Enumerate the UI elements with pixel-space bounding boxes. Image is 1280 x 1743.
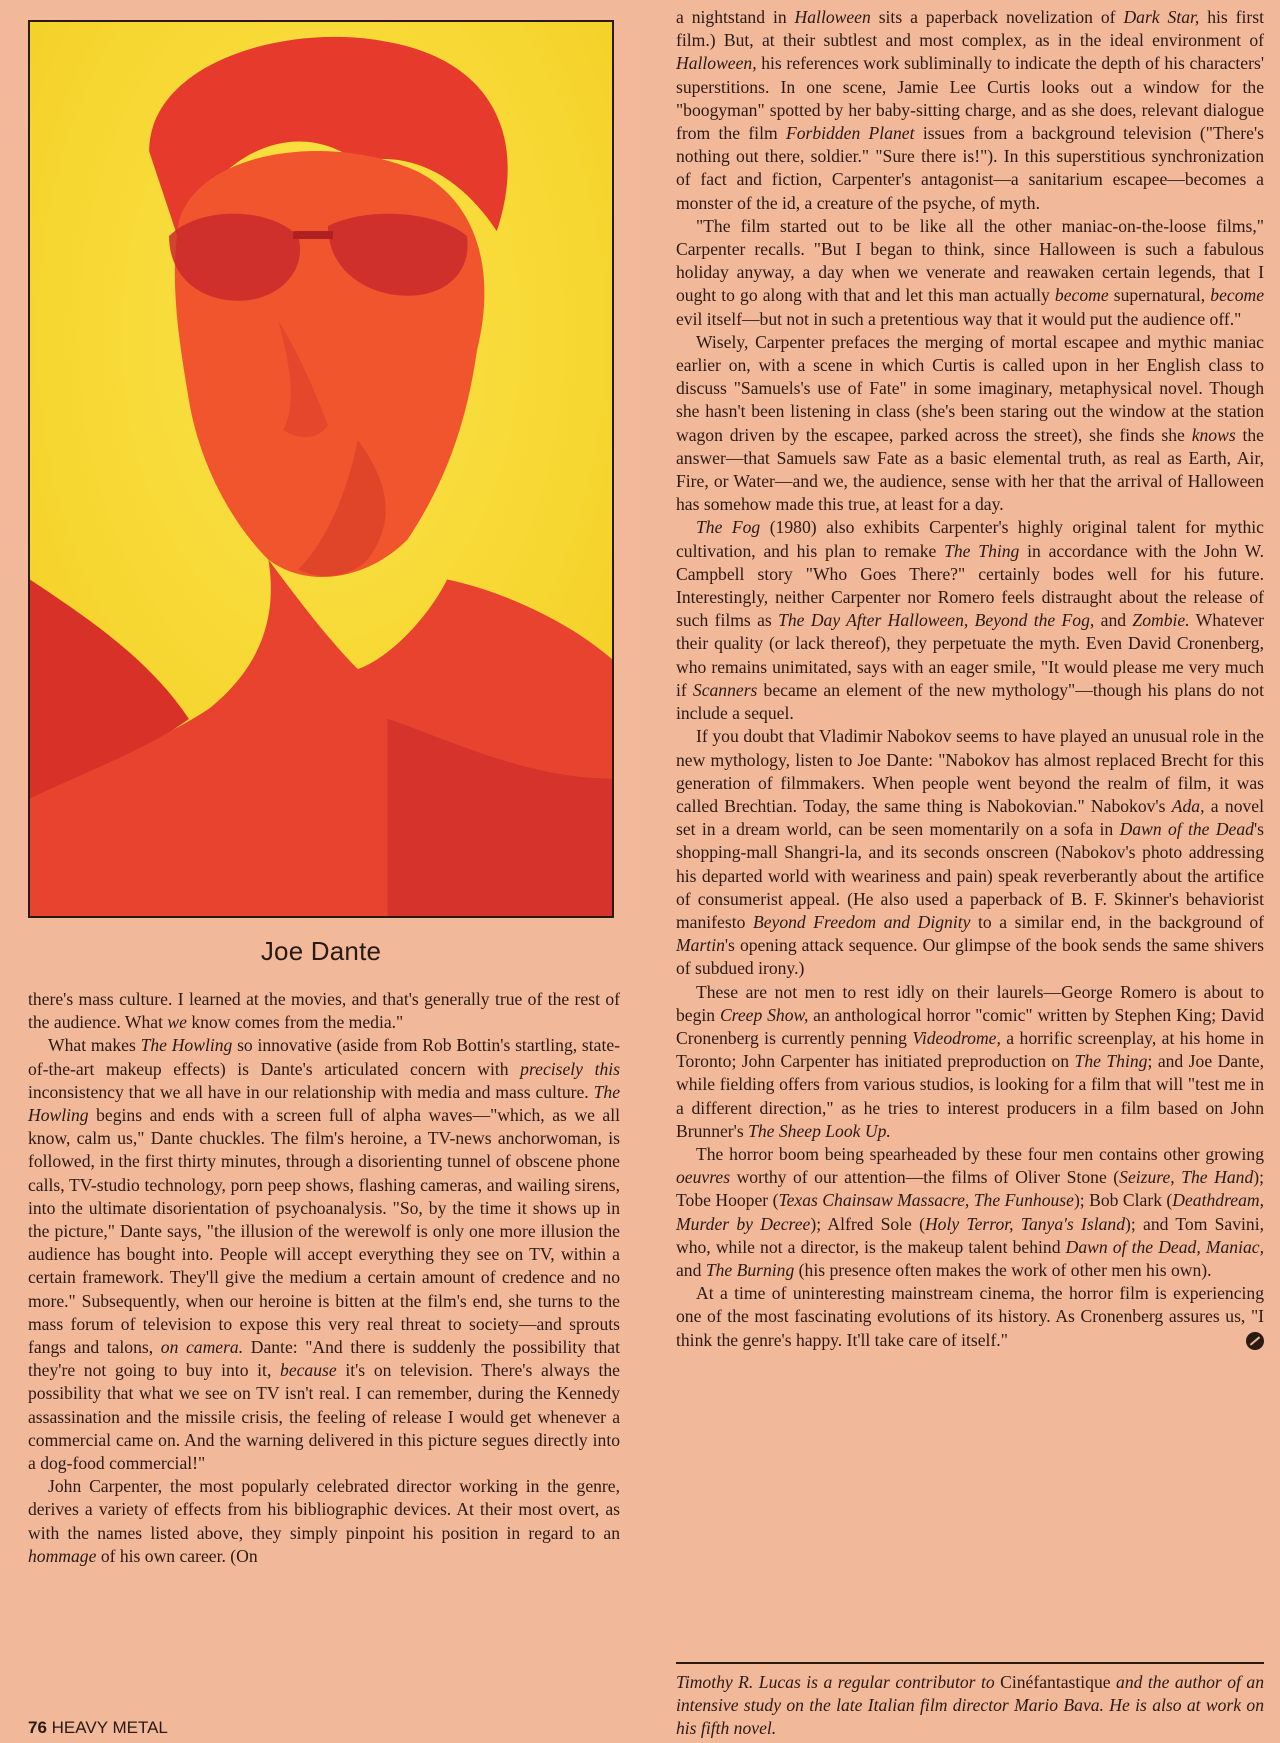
- paragraph: a nightstand in Halloween sits a paperback novelization of Dark Star, his first film.) But, at their subtlest and most complex, as in the ideal environment of Halloween, his references work subliminally to indicate the depth of his characters' superstitions. In one scene, Jamie Lee Curtis looks out a window for the "boogyman" spotted by her baby-sitting charge, and as she does, relevant dialogue from the film Forbidden Planet issues from a background television ("There's nothing out there, soldier." "Sure there is!"). In this superstitious synchronization of fact and fiction, Carpenter's antagonist—a sanitarium escapee—becomes a monster of the id, a creature of the psyche, of myth.: [676, 7, 1265, 213]
- paragraph: The Fog (1980) also exhibits Carpenter's highly original talent for mythic cultivation, and his plan to remake The Thing in accordance with the John W. Campbell story "Who Goes There?" certainly bodes well for his future. Interestingly, neither Carpenter nor Romero feels distraught about the release of such films as The Day After Halloween, Beyond the Fog, and Zombie. Whatever their quality (or lack thereof), they perpetuate the myth. Even David Cronenberg, who remains unimitated, says with an eager smile, "It would please me very much if Scanners became an element of the new mythology"—though his plans do not include a sequel.: [676, 517, 1264, 724]
- paragraph: The horror boom being spearheaded by these four men contains other growing oeuvres worthy of our attention—the films of Oliver Stone (Seizure, The Hand); Tobe Hooper (Texas Chainsaw Massacre, The Funhouse); Bob Clark (Deathdream, Murder by Decree); Alfred Sole (Holy Terror, Tanya's Island); and Tom Savini, who, while not a director, is the makeup talent behind Dawn of the Dead, Maniac, and The Burning (his presence often makes the work of other men his own).: [676, 1143, 1265, 1280]
- page-number: 76: [28, 1718, 47, 1737]
- right-column: [676, 6, 1264, 1352]
- paragraph: These are not men to rest idly on their laurels—George Romero is about to begin Creep Show, an anthological horror "comic" written by Stephen King; David Cronenberg is currently penning Videodrome, a horrific screenplay, at his home in Toronto; John Carpenter has initiated preproduction on The Thing; and Joe Dante, while fielding offers from various studios, is looking for a film that will "test me in a different direction," as he tries to interest producers in a film based on John Brunner's The Sheep Look Up.: [676, 981, 1264, 1141]
- end-of-article-icon: [1246, 1332, 1264, 1350]
- divider: [676, 1662, 1264, 1664]
- paragraph: What makes The Howling so innovative (aside from Rob Bottin's startling, state-of-the-art makeup effects) is Dante's articulated concern with precisely this inconsistency that we all have in our relationship with media and mass culture. The Howling begins and ends with a screen full of alpha waves—"which, as we all know, calm us," Dante chuckles. The film's heroine, a TV-news anchorwoman, is followed, in the first thirty minutes, through a disorienting tunnel of obscene phone calls, TV-studio technology, porn peep shows, flashing cameras, and wailing sirens, into the ultimate disorientation of psychoanalysis. "So, by the time it shows up in the picture," Dante says, "the illusion of the werewolf is only one more illusion the audience has bought into. People will accept everything they see on TV, within a certain framework. They'll give the medium a certain amount of credence and no more." Subsequently, when our heroine is bitten at the film's end, she turns to the mass forum of television to expose this very real threat to society—and sprouts fangs and talons, on camera. Dante: "And there is suddenly the possibility that they're not going to buy into it, because it's on television. There's always the possibility that what we see on TV isn't real. I can remember, during the Kennedy assassination and the missile crisis, the feeling of release I would get whenever a commercial came on. And the warning delivered in this picture segues directly into a dog-food commercial!": [28, 1035, 620, 1474]
- paragraph: At a time of uninteresting mainstream cinema, the horror film is experiencing one of the most fascinating evolutions of its history. As Cronenberg assures us, "I think the genre's happy. It'll take care of itself.": [676, 1283, 1264, 1350]
- paragraph: If you doubt that Vladimir Nabokov seems to have played an unusual role in the new mythology, listen to Joe Dante: "Nabokov has almost replaced Brecht for this generation of filmmakers. When people went beyond the realm of film, it was called Brechtian. Today, the same thing is Nabokovian." Nabokov's Ada, a novel set in a dream world, can be seen momentarily on a sofa in Dawn of the Dead's shopping-mall Shangri-la, and its seconds onscreen (Nabokov's photo addressing his departed world with weariness and pain) speak reverberantly about the artifice of consumerist appeal. (He also used a paperback of B. F. Skinner's behaviorist manifesto Beyond Freedom and Dignity to a similar end, in the background of Martin's opening attack sequence. Our glimpse of the book sends the same shivers of subdued irony.): [676, 726, 1264, 979]
- paragraph: "The film started out to be like all the other maniac-on-the-loose films," Carpenter recalls. "But I began to think, since Halloween is such a fabulous holiday anyway, a day when we venerate and reawaken certain legends, that I ought to go along with that and let this man actually become supernatural, become evil itself—but not in such a pretentious way that it would put the audience off.": [676, 215, 1265, 329]
- portrait-photo: [28, 20, 614, 918]
- portrait-photo-icon: [30, 22, 612, 916]
- page-footer: [28, 1718, 168, 1738]
- left-column: [28, 988, 620, 1568]
- paragraph: John Carpenter, the most popularly celebrated director working in the genre, derives a variety of effects from his bibliographic devices. At their most overt, as with the names listed above, they simply pinpoint his position in regard to an hommage of his own career. (On: [28, 1476, 620, 1566]
- magazine-name: HEAVY METAL: [51, 1718, 168, 1737]
- paragraph: there's mass culture. I learned at the movies, and that's generally true of the rest of the audience. What we know comes from the media.": [28, 989, 620, 1033]
- paragraph: Wisely, Carpenter prefaces the merging of mortal escapee and mythic maniac earlier on, with a scene in which Curtis is called upon in her English class to discuss "Samuels's use of Fate" in some imaginary, metaphysical novel. Though she hasn't been listening in class (she's been staring out the window at the station wagon driven by the escapee, parked across the street), she finds she knows the answer—that Samuels saw Fate as a basic elemental truth, as real as Earth, Air, Fire, or Water—and we, the audience, sense with her that the arrival of Halloween has somehow made this true, at least for a day.: [676, 331, 1264, 515]
- author-bio: Timothy R. Lucas is a regular contributor to Cinéfantastique and the author of an intensive study on the late Italian film director Mario Bava. He is also at work on his fifth novel.: [676, 1672, 1265, 1739]
- photo-caption: Joe Dante: [260, 936, 382, 966]
